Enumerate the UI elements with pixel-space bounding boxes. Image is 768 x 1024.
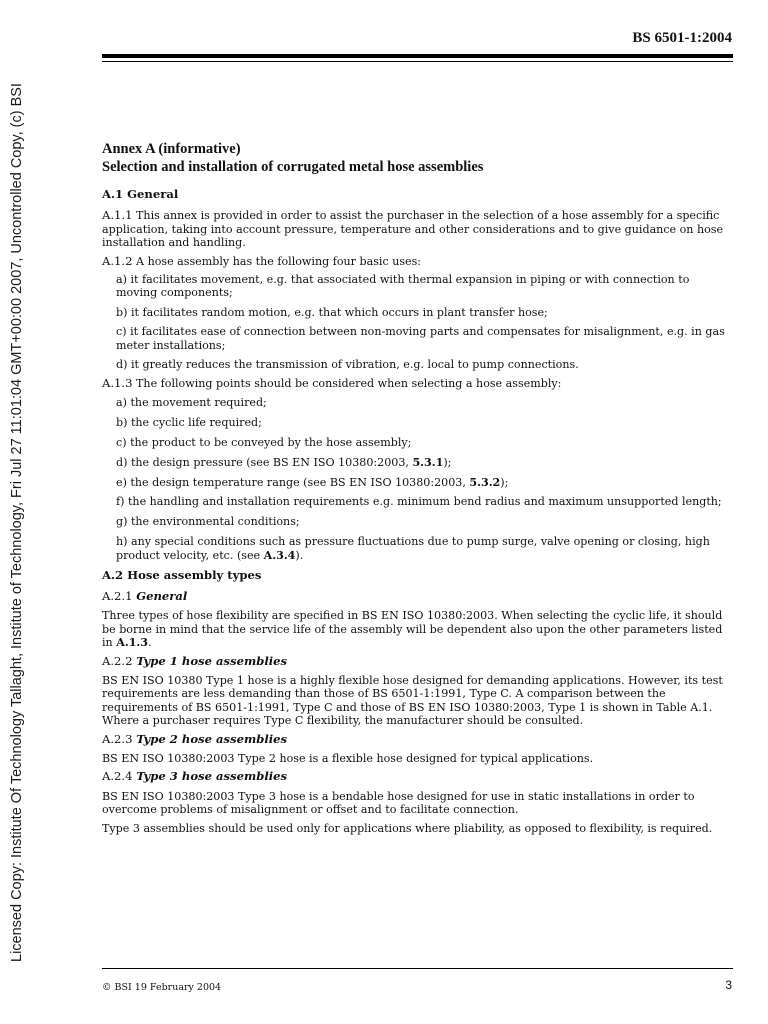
list-item: d) it greatly reduces the transmission of vibration, e.g. local to pump connections. (116, 358, 579, 372)
clause-reference: A.1.3 (116, 636, 149, 650)
clause-text: The following points should be considered when selecting a hose assembly: (132, 377, 562, 391)
list-item: a) the movement required; (116, 395, 267, 409)
list-item: c) it facilitates ease of connection between non-moving parts and compensates for misalignment, e.g. in gas meter installations; (116, 325, 725, 352)
list-item: a) it facilitates movement, e.g. that associated with thermal expansion in piping or with connection to moving components; (116, 273, 690, 300)
section-heading-a1: A.1 General (102, 187, 179, 201)
subclause-heading-a24 (102, 770, 732, 783)
clause-reference: A.3.4 (263, 548, 296, 562)
annex-title-line2: Selection and installation of corrugated metal hose assemblies (102, 159, 484, 175)
list-item: b) it facilitates random motion, e.g. that which occurs in plant transfer hose; (116, 305, 548, 319)
clause-a13 (102, 377, 732, 390)
paragraph-a22: BS EN ISO 10380 Type 1 hose is a highly flexible hose designed for demanding applications. However, its test requirements are less demanding than those of BS 6501-1:1991, Type C. A comparison between the requirements of BS 6501-1:1991, Type C and those of BS EN ISO 10380:2003, Type 1 is shown in Table A.1. Where a purchaser requires Type C flexibility, the manufacturer should be consulted. (102, 673, 723, 728)
subclause-label: General (136, 588, 188, 603)
list-item: c) the product to be conveyed by the hose assembly; (116, 435, 412, 449)
section-heading-a2: A.2 Hose assembly types (102, 567, 262, 582)
document-number: BS 6501-1:2004 (632, 30, 732, 46)
paragraph-a21 (102, 609, 732, 649)
page-body (102, 140, 732, 840)
clause-number: A.1.2 (102, 253, 133, 268)
header-rule-thin (102, 61, 733, 62)
subclause-label: Type 1 hose assemblies (136, 653, 288, 668)
clause-reference: 5.3.1 (412, 455, 444, 469)
subclause-heading-a23 (102, 733, 732, 746)
item-text: ); (443, 455, 452, 469)
item-text: ). (295, 548, 304, 562)
clause-text: A hose assembly has the following four basic uses: (132, 254, 422, 268)
annex-title-line1: Annex A (informative) (102, 141, 241, 157)
item-text: ); (500, 475, 509, 489)
clause-number: A.2.3 (102, 731, 133, 746)
clause-number: A.2.4 (102, 769, 133, 784)
clause-a12 (102, 255, 732, 268)
list-item: f) the handling and installation requirements e.g. minimum bend radius and maximum unsupported length; (116, 495, 722, 509)
clause-text: This annex is provided in order to assist the purchaser in the selection of a hose assembly for a specific application, taking into account pressure, temperature and other considerations and to give guidance on hose installation and handling. (102, 209, 724, 250)
clause-a11 (102, 209, 732, 249)
footer-rule (102, 968, 733, 969)
list-item: g) the environmental conditions; (116, 515, 300, 529)
page-number: 3 (725, 978, 732, 992)
uses-list (102, 273, 732, 371)
clause-number: A.2.2 (102, 653, 133, 668)
list-item (116, 535, 732, 562)
clause-number: A.1.3 (102, 376, 133, 391)
item-text: d) the design pressure (see BS EN ISO 10380:2003, (116, 455, 413, 469)
list-item (116, 476, 732, 489)
considerations-list (102, 396, 732, 562)
clause-number: A.1.1 (102, 208, 133, 223)
clause-number: A.2.1 (102, 588, 133, 603)
subclause-heading-a22 (102, 655, 732, 668)
item-text: h) any special conditions such as pressure fluctuations due to pump surge, valve opening or closing, high product velocity, etc. (see (116, 535, 710, 562)
subclause-label: Type 2 hose assemblies (136, 731, 288, 746)
header-rule-thick (102, 54, 733, 58)
item-text: e) the design temperature range (see BS EN ISO 10380:2003, (116, 475, 470, 489)
paragraph-text: . (148, 636, 152, 650)
license-watermark: Licensed Copy: Institute Of Technology Tallaght, Institute of Technology, Fri Jul 27 11:01:04 GMT+00:00 2007, Uncontrolled Copy, (c) BSI (9, 83, 25, 962)
list-item (116, 456, 732, 469)
paragraph-text: Three types of hose flexibility are specified in BS EN ISO 10380:2003. When selecting the cyclic life, it should be borne in mind that the service life of the assembly will be dependent also upon the other parameters listed in (102, 609, 723, 650)
clause-reference: 5.3.2 (469, 475, 501, 489)
paragraph-a24-2: Type 3 assemblies should be used only for applications where pliability, as opposed to flexibility, is required. (102, 821, 713, 835)
footer-copyright: © BSI 19 February 2004 (102, 982, 222, 993)
subclause-heading-a21 (102, 590, 732, 603)
paragraph-a24-1: BS EN ISO 10380:2003 Type 3 hose is a bendable hose designed for use in static installations in order to overcome problems of misalignment or offset and to facilitate connection. (102, 789, 695, 817)
subclause-label: Type 3 hose assemblies (136, 769, 288, 784)
annex-title (102, 140, 732, 176)
paragraph-a23: BS EN ISO 10380:2003 Type 2 hose is a flexible hose designed for typical applications. (102, 752, 594, 765)
list-item: b) the cyclic life required; (116, 415, 262, 429)
